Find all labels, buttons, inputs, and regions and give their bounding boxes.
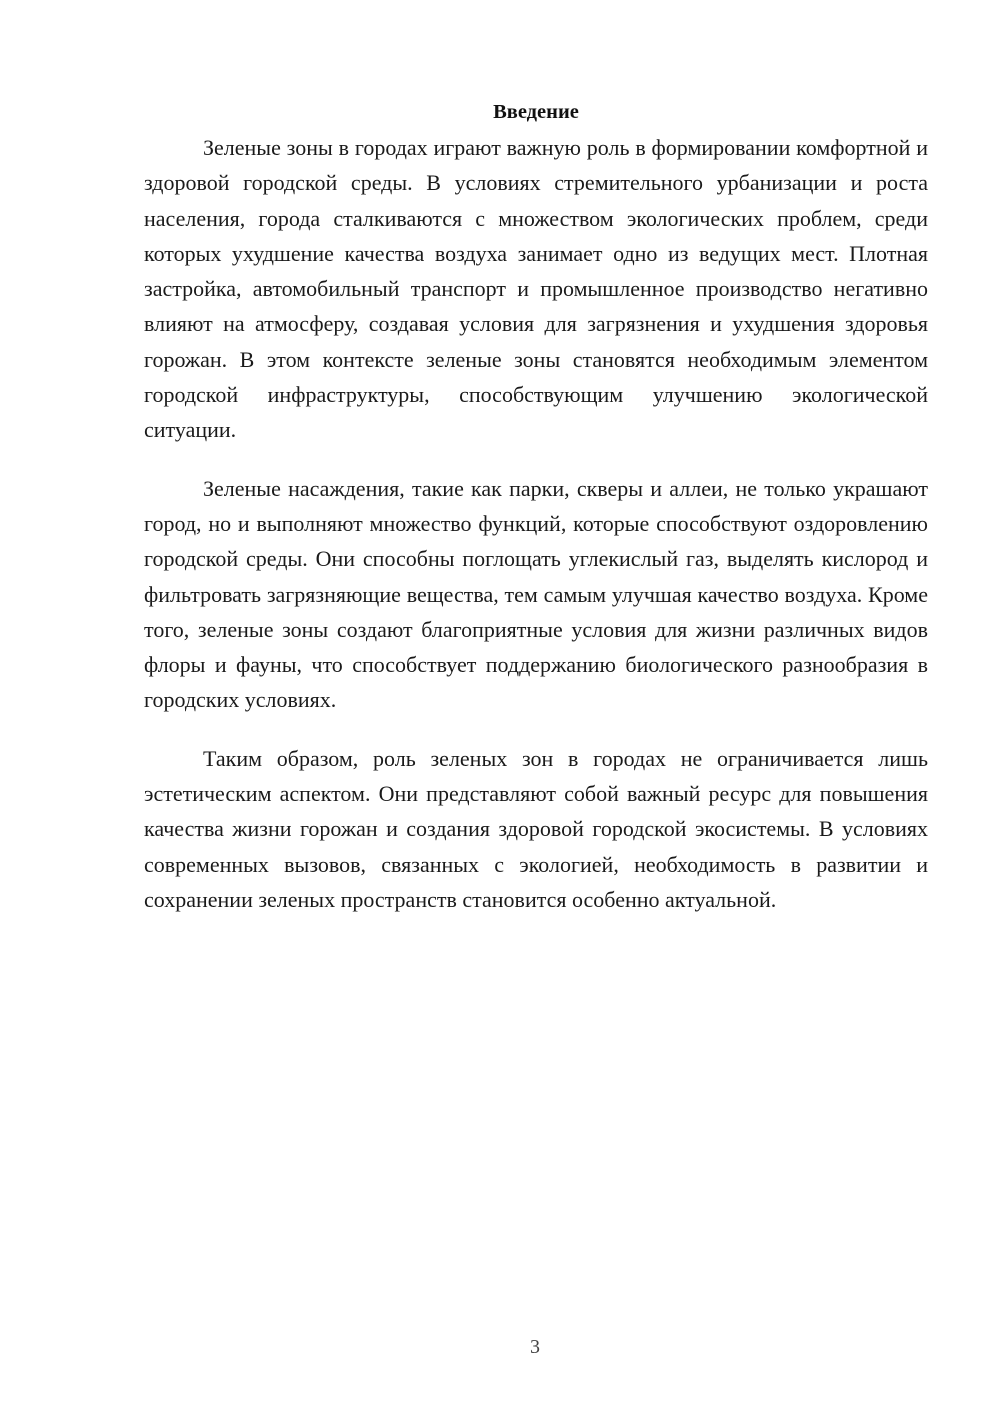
page-number: 3 <box>530 1336 540 1358</box>
paragraph-1: Зеленые зоны в городах играют важную роль в формировании комфортной и здоровой городской среды. В условиях стремительного урбанизации и роста населения, города сталкиваются с множеством экологических проблем, среди которых ухудшение качества воздуха занимает одно из ведущих мест. Плотная застройка, автомобильный транспорт и промышленное производство негативно влияют на атмосферу, создавая условия для загрязнения и ухудшения здоровья горожан. В этом контексте зеленые зоны становятся необходимым элементом городской инфраструктуры, способствующим улучшению экологической ситуации. <box>144 135 928 443</box>
section-heading: Введение <box>493 101 579 123</box>
paragraph-3: Таким образом, роль зеленых зон в городах не ограничивается лишь эстетическим аспектом. Они представляют собой важный ресурс для повышения качества жизни горожан и создания здоровой городской экосистемы. В условиях современных вызовов, связанных с экологией, необходимость в развитии и сохранении зеленых пространств становится особенно актуальной. <box>144 745 928 912</box>
page-content <box>144 96 928 940</box>
paragraph-2: Зеленые насаждения, такие как парки, скверы и аллеи, не только украшают город, но и выполняют множество функций, которые способствуют оздоровлению городской среды. Они способны поглощать углекислый газ, выделять кислород и фильтровать загрязняющие вещества, тем самым улучшая качество воздуха. Кроме того, зеленые зоны создают благоприятные условия для жизни различных видов флоры и фауны, что способствует поддержанию биологического разнообразия в городских условиях. <box>144 475 928 713</box>
